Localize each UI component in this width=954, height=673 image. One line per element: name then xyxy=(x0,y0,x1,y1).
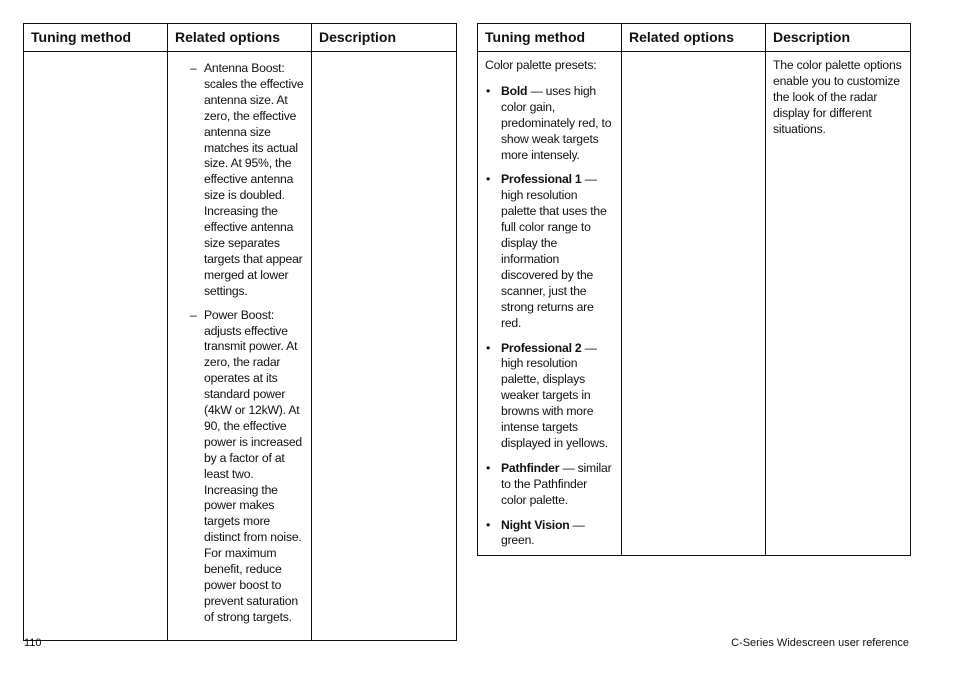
preset-term: Bold xyxy=(501,83,528,98)
preset-term: Night Vision xyxy=(501,517,570,532)
table-row xyxy=(24,52,457,641)
preset-text: — similar to the Pathfinder color palette. xyxy=(501,460,612,507)
list-item-pathfinder xyxy=(485,461,614,509)
option-list xyxy=(175,61,304,626)
bullet-marker: • xyxy=(486,340,491,355)
preset-text: — uses high color gain, predominately red, to show weak targets more intensely. xyxy=(501,83,612,162)
option-text: Power Boost: adjusts effective transmit power. At zero, the radar operates at its standard power (4kW or 12kW). At 90, the effective power is increased by a factor of at least two. Increasing the power makes targets more distinct from noise. For maximum benefit, reduce power boost to prevent saturation of strong targets. xyxy=(204,307,303,624)
document-title: C-Series Widescreen user reference xyxy=(731,637,909,649)
list-item-night-vision xyxy=(485,518,614,550)
preset-text: — high resolution palette that uses the full color range to display the information discovered by the scanner, just the strong returns are red. xyxy=(501,172,607,330)
dash-marker: – xyxy=(190,61,197,75)
tuning-table-right xyxy=(477,23,911,556)
description-cell xyxy=(312,52,457,641)
dash-marker: – xyxy=(190,307,197,322)
header-related-options: Related options xyxy=(622,24,766,52)
table-header-row xyxy=(478,24,911,52)
related-options-cell xyxy=(168,52,312,641)
table-header-row xyxy=(24,24,457,52)
bullet-marker: • xyxy=(486,460,491,475)
list-item-bold xyxy=(485,84,614,164)
list-item-antenna-boost xyxy=(175,61,304,300)
preset-term: Professional 2 xyxy=(501,340,582,355)
palette-preset-list xyxy=(485,84,614,549)
list-item-power-boost xyxy=(175,308,304,626)
page-number: 110 xyxy=(24,637,42,649)
header-tuning-method: Tuning method xyxy=(24,24,168,52)
list-item-professional-1 xyxy=(485,172,614,331)
preset-term: Pathfinder xyxy=(501,460,560,475)
bullet-marker: • xyxy=(486,517,491,532)
tuning-method-cell xyxy=(24,52,168,641)
option-text: Antenna Boost: scales the effective antenna size. At zero, the effective antenna size matches its actual size. At 95%, the effective antenna size is doubled. Increasing the effective antenna size separates targets that appear merged at lower settings. xyxy=(204,61,304,298)
preset-text: — high resolution palette, displays weaker targets in browns with more intense targets displayed in yellows. xyxy=(501,340,608,450)
list-item-professional-2 xyxy=(485,341,614,452)
palette-intro: Color palette presets: xyxy=(485,58,597,72)
preset-term: Professional 1 xyxy=(501,172,582,187)
bullet-marker: • xyxy=(486,172,491,187)
header-description: Description xyxy=(766,24,911,52)
header-description: Description xyxy=(312,24,457,52)
bullet-marker: • xyxy=(486,83,491,98)
related-options-cell xyxy=(622,52,766,556)
header-tuning-method: Tuning method xyxy=(478,24,622,52)
description-cell: The color palette options enable you to customize the look of the radar display for different situations. xyxy=(766,52,911,556)
tuning-table-left xyxy=(23,23,457,641)
preset-text: — green. xyxy=(501,517,585,548)
table-row xyxy=(478,52,911,556)
tuning-method-cell xyxy=(478,52,622,556)
header-related-options: Related options xyxy=(168,24,312,52)
